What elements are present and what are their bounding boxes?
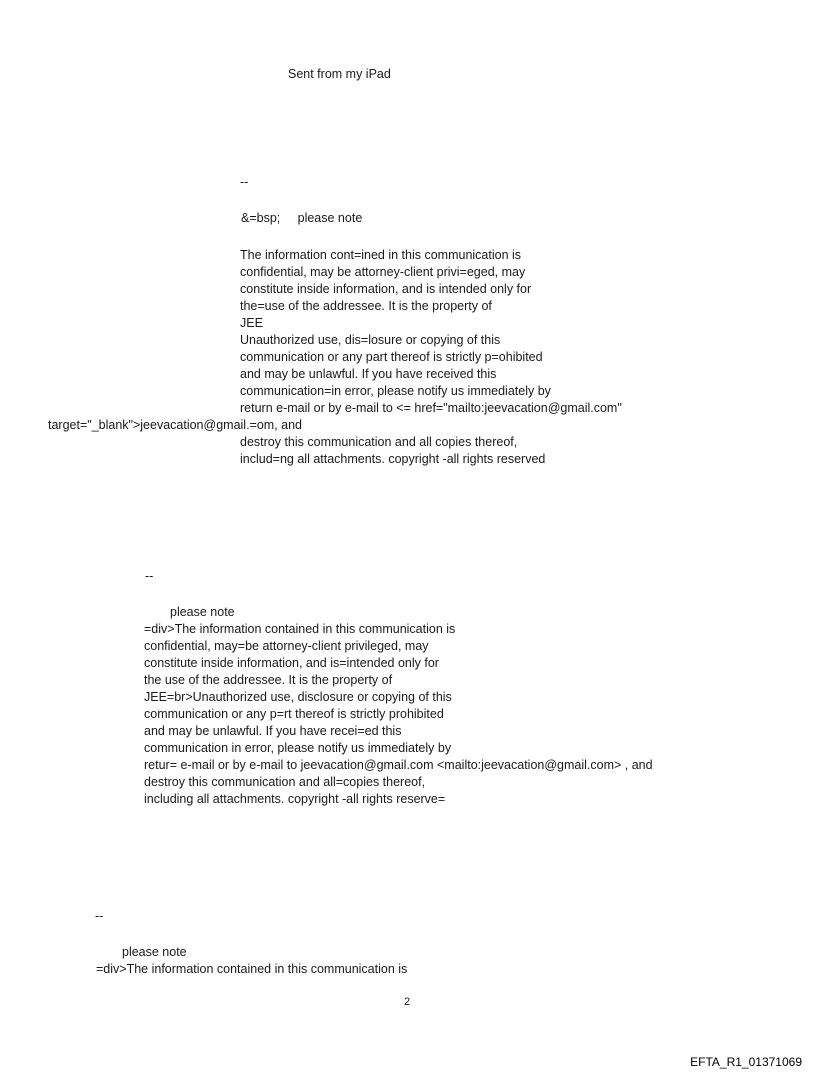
notice-line: constitute inside information, and is=intended only for	[144, 656, 439, 670]
note-heading-2: please note	[170, 605, 235, 619]
notice-line: confidential, may=be attorney-client privileged, may	[144, 639, 429, 653]
separator-1: --	[240, 175, 249, 189]
notice-line: The information cont=ined in this communication is	[240, 248, 522, 262]
notice-line: target="_blank">jeevacation@gmail.=om, and	[48, 418, 303, 432]
notice-line: and may be unlawful. If you have recei=ed this	[144, 724, 402, 738]
notice-line: confidential, may be attorney-client privi=eged, may	[240, 265, 526, 279]
document-id: EFTA_R1_01371069	[690, 1055, 802, 1069]
notice-line: communication or any p=rt thereof is strictly prohibited	[144, 707, 444, 721]
notice-line: the use of the addressee. It is the property of	[144, 673, 393, 687]
page-number: 2	[404, 996, 411, 1008]
notice-line: destroy this communication and all=copies thereof,	[144, 775, 426, 789]
note-heading-3: please note	[122, 945, 187, 959]
separator-2: --	[145, 569, 154, 583]
notice-line: destroy this communication and all copies thereof,	[240, 435, 518, 449]
notice-line: =div>The information contained in this communication is	[144, 622, 456, 636]
notice-line: communication=in error, please notify us immediately by	[240, 384, 551, 398]
notice-line: Unauthorized use, dis=losure or copying of this	[240, 333, 501, 347]
notice-line: communication in error, please notify us immediately by	[144, 741, 452, 755]
notice-line: return e-mail or by e-mail to <= href="mailto:jeevacation@gmail.com"	[240, 401, 622, 415]
notice-line: =div>The information contained in this communication is	[96, 962, 408, 976]
notice-line: including all attachments. copyright -all rights reserve=	[144, 792, 446, 806]
separator-3: --	[95, 909, 104, 923]
sent-from-line: Sent from my iPad	[288, 67, 391, 81]
notice-line: and may be unlawful. If you have received this	[240, 367, 497, 381]
notice-line: JEE=br>Unauthorized use, disclosure or copying of this	[144, 690, 452, 704]
notice-line: retur= e-mail or by e-mail to jeevacation@gmail.com <mailto:jeevacation@gmail.com> , and	[144, 758, 653, 772]
notice-line: JEE	[240, 316, 263, 330]
note-heading-1: &=bsp; please note	[241, 211, 363, 225]
notice-line: communication or any part thereof is strictly p=ohibited	[240, 350, 543, 364]
notice-line: includ=ng all attachments. copyright -all rights reserved	[240, 452, 546, 466]
notice-line: the=use of the addressee. It is the property of	[240, 299, 492, 313]
notice-line: constitute inside information, and is intended only for	[240, 282, 532, 296]
